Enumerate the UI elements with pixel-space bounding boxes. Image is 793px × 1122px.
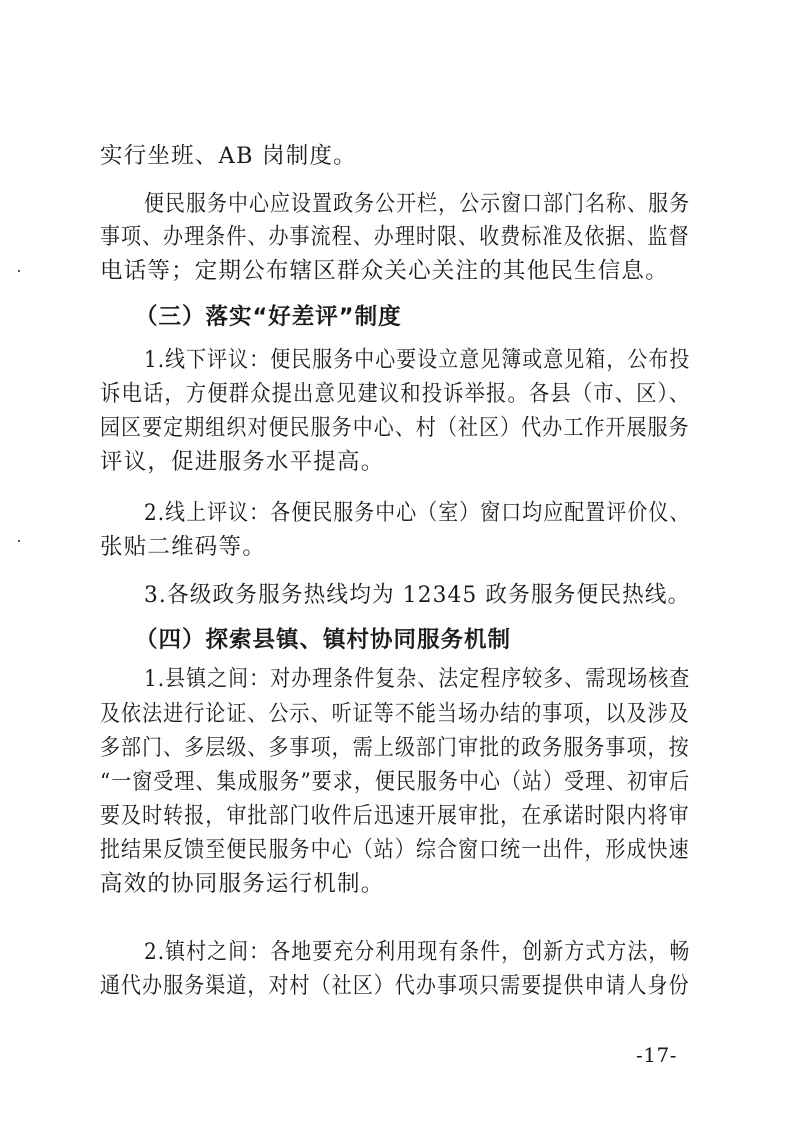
paragraph-line: 1.线下评议：便民服务中心要设立意见簿或意见箱，公布投 [144,347,691,373]
paragraph-line: “一窗受理、集成服务”要求，便民服务中心（站）受理、初审后 [100,769,691,795]
paragraph-line: 便民服务中心应设置政务公开栏，公示窗口部门名称、服务 [144,191,691,217]
paragraph-line: 园区要定期组织对便民服务中心、村（社区）代办工作开展服务 [100,415,690,441]
section-heading: （三）落实“好差评”制度 [135,304,402,330]
page-number: -17- [636,1043,677,1067]
paragraph-line: 实行坐班、AB 岗制度。 [100,143,357,169]
paragraph-line: 2.线上评议：各便民服务中心（室）窗口均应配置评价仪、 [144,500,691,526]
scan-mark [18,270,20,272]
paragraph-line: 1.县镇之间：对办理条件复杂、法定程序较多、需现场核查 [144,666,691,692]
section-heading: （四）探索县镇、镇村协同服务机制 [135,627,512,653]
paragraph-line: 通代办服务渠道，对村（社区）代办事项只需要提供申请人身份 [100,973,690,999]
paragraph-line: 多部门、多层级、多事项，需上级部门审批的政务服务事项，按 [100,735,690,761]
paragraph-line: 要及时转报，审批部门收件后迅速开展审批，在承诺时限内将审 [100,803,690,829]
paragraph-line: 2.镇村之间：各地要充分利用现有条件，创新方式方法，畅 [144,939,691,965]
paragraph-line: 评议，促进服务水平提高。 [100,449,385,475]
paragraph-line: 诉电话，方便群众提出意见建议和投诉举报。各县（市、区）、 [100,381,691,407]
paragraph-line: 电话等；定期公布辖区群众关心关注的其他民生信息。 [100,258,669,284]
scan-mark [18,540,20,542]
paragraph-line: 批结果反馈至便民服务中心（站）综合窗口统一出件，形成快速 [100,837,690,863]
paragraph-line: 及依法进行论证、公示、听证等不能当场办结的事项，以及涉及 [100,701,690,727]
paragraph-line: 高效的协同服务运行机制。 [100,871,385,897]
paragraph-line: 张贴二维码等。 [100,534,266,560]
paragraph-line: 事项、办理条件、办事流程、办理时限、收费标准及依据、监督 [100,224,690,250]
paragraph-line: 3.各级政务服务热线均为 12345 政务服务便民热线。 [144,582,691,608]
